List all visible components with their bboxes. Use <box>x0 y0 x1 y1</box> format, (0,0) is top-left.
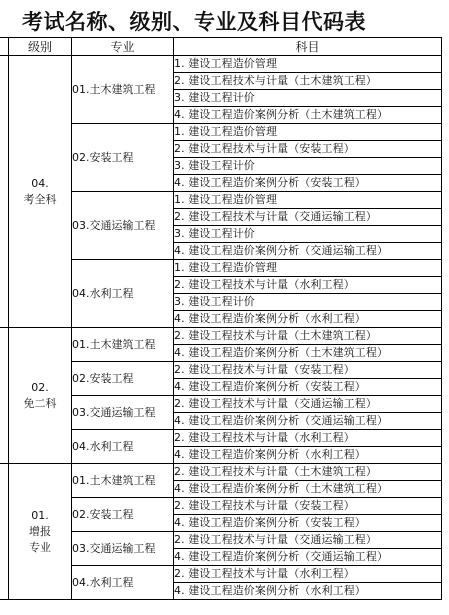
subject-cell: 4. 建设工程造价案例分析（安装工程） <box>174 175 442 192</box>
blank-cell <box>0 56 9 328</box>
major-cell: 01.土木建筑工程 <box>72 56 174 124</box>
subject-cell: 4. 建设工程造价案例分析（水利工程） <box>174 447 442 464</box>
major-cell: 01.土木建筑工程 <box>72 464 174 498</box>
table-row <box>0 56 442 73</box>
subject-cell: 1. 建设工程造价管理 <box>174 192 442 209</box>
subject-cell: 2. 建设工程技术与计量（土木建筑工程） <box>174 73 442 90</box>
major-cell: 03.交通运输工程 <box>72 532 174 566</box>
major-cell: 04.水利工程 <box>72 260 174 328</box>
subject-cell: 2. 建设工程技术与计量（交通运输工程） <box>174 209 442 226</box>
level-code: 02. <box>31 380 49 394</box>
header-major: 专业 <box>72 38 174 56</box>
subject-cell: 2. 建设工程技术与计量（水利工程） <box>174 566 442 583</box>
code-table <box>0 37 442 600</box>
subject-cell: 3. 建设工程计价 <box>174 226 442 243</box>
level-name: 免二科 <box>23 396 57 410</box>
subject-cell: 1. 建设工程造价管理 <box>174 56 442 73</box>
header-level: 级别 <box>9 38 72 56</box>
subject-cell: 4. 建设工程造价案例分析（水利工程） <box>174 311 442 328</box>
subject-cell: 4. 建设工程造价案例分析（交通运输工程） <box>174 549 442 566</box>
subject-cell: 3. 建设工程计价 <box>174 294 442 311</box>
major-cell: 03.交通运输工程 <box>72 192 174 260</box>
subject-cell: 4. 建设工程造价案例分析（交通运输工程） <box>174 413 442 430</box>
subject-cell: 4. 建设工程造价案例分析（安装工程） <box>174 379 442 396</box>
header-row <box>0 38 442 56</box>
major-cell: 02.安装工程 <box>72 498 174 532</box>
level-cell <box>9 328 72 464</box>
subject-cell: 1. 建设工程造价管理 <box>174 260 442 277</box>
major-cell: 03.交通运输工程 <box>72 396 174 430</box>
subject-cell: 2. 建设工程技术与计量（水利工程） <box>174 430 442 447</box>
major-cell: 01.土木建筑工程 <box>72 328 174 362</box>
blank-cell <box>0 464 9 600</box>
level-name-line2: 专业 <box>29 540 51 554</box>
table-row <box>0 464 442 481</box>
major-cell: 02.安装工程 <box>72 362 174 396</box>
subject-cell: 4. 建设工程造价案例分析（交通运输工程） <box>174 243 442 260</box>
table-row <box>0 328 442 345</box>
subject-cell: 2. 建设工程技术与计量（交通运输工程） <box>174 396 442 413</box>
subject-cell: 2. 建设工程技术与计量（安装工程） <box>174 498 442 515</box>
subject-cell: 2. 建设工程技术与计量（安装工程） <box>174 141 442 158</box>
blank-cell <box>0 328 9 464</box>
level-name: 增报 <box>29 524 51 538</box>
subject-cell: 4. 建设工程造价案例分析（安装工程） <box>174 515 442 532</box>
level-cell <box>9 464 72 600</box>
level-cell <box>9 56 72 328</box>
subject-cell: 2. 建设工程技术与计量（土木建筑工程） <box>174 464 442 481</box>
subject-cell: 3. 建设工程计价 <box>174 158 442 175</box>
subject-cell: 3. 建设工程计价 <box>174 90 442 107</box>
page-title: 考试名称、级别、专业及科目代码表 <box>22 10 366 34</box>
table-body <box>0 56 442 600</box>
header-first <box>0 38 9 56</box>
level-name: 考全科 <box>23 192 57 206</box>
header-subject: 科目 <box>174 38 442 56</box>
subject-cell: 2. 建设工程技术与计量（水利工程） <box>174 277 442 294</box>
subject-cell: 2. 建设工程技术与计量（交通运输工程） <box>174 532 442 549</box>
level-code: 01. <box>31 508 49 522</box>
major-cell: 04.水利工程 <box>72 566 174 600</box>
subject-cell: 2. 建设工程技术与计量（土木建筑工程） <box>174 328 442 345</box>
major-cell: 04.水利工程 <box>72 430 174 464</box>
level-code: 04. <box>31 176 49 190</box>
subject-cell: 4. 建设工程造价案例分析（水利工程） <box>174 583 442 600</box>
major-cell: 02.安装工程 <box>72 124 174 192</box>
subject-cell: 1. 建设工程造价管理 <box>174 124 442 141</box>
subject-cell: 2. 建设工程技术与计量（安装工程） <box>174 362 442 379</box>
subject-cell: 4. 建设工程造价案例分析（土木建筑工程） <box>174 345 442 362</box>
subject-cell: 4. 建设工程造价案例分析（土木建筑工程） <box>174 107 442 124</box>
subject-cell: 4. 建设工程造价案例分析（土木建筑工程） <box>174 481 442 498</box>
